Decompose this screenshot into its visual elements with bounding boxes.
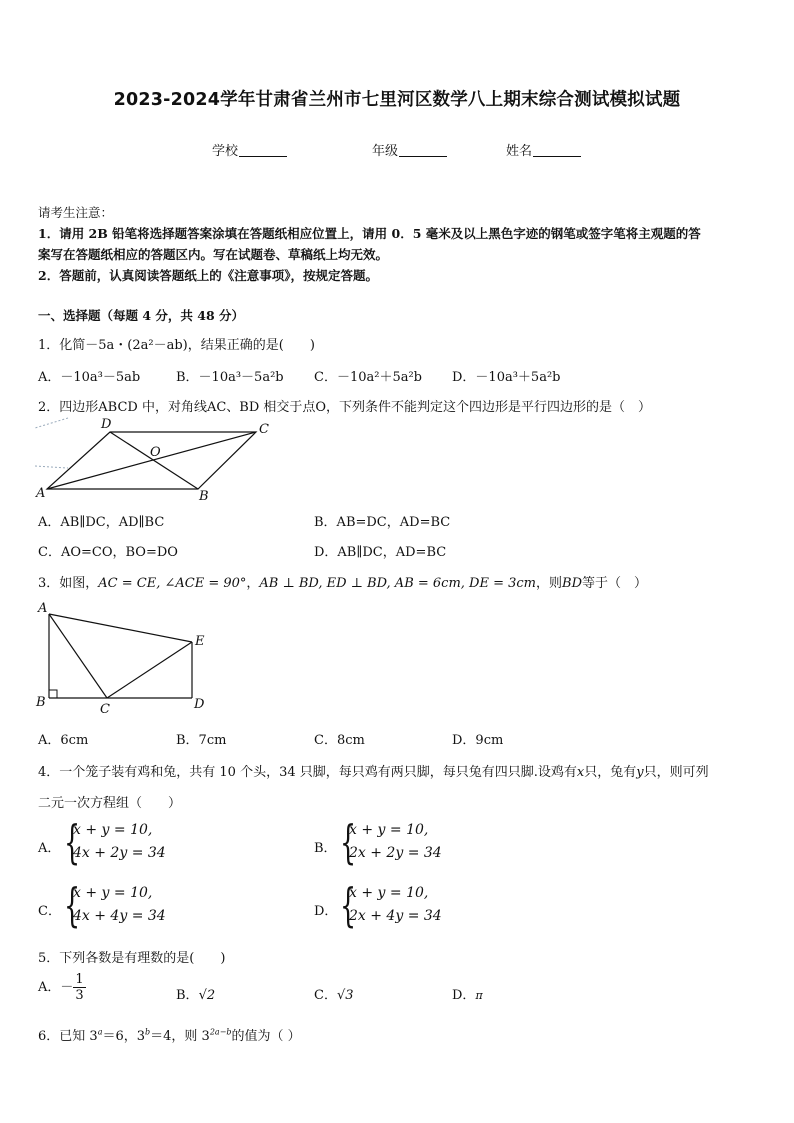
- q6-stem-part: 6．已知 3: [38, 1029, 98, 1044]
- equation: x + y = 10,: [349, 822, 429, 838]
- q3-condition-2: AB ⊥ BD, ED ⊥ BD, AB = 6cm, DE = 3cm: [259, 576, 537, 591]
- q2-option-a: A．AB∥DC，AD∥BC: [38, 515, 165, 530]
- label-c: C: [259, 422, 269, 437]
- note-line: 2．答题前，认真阅读答题纸上的《注意事项》，按规定答题。: [38, 268, 378, 283]
- q4-stem-part: 4．一个笼子装有鸡和兔，共有 10 个头，34 只脚，每只鸡有两只脚，每只兔有四只脚.设鸡有: [38, 765, 577, 780]
- name-field: [506, 140, 581, 159]
- option-value: π: [475, 989, 483, 1002]
- school-field: [212, 140, 287, 159]
- q5-option-b: [176, 984, 215, 1003]
- equation: 4x + 2y = 34: [73, 845, 166, 861]
- q3-stem-part: 3．如图，: [38, 576, 99, 591]
- q1-option-b: B．－10a³－5a²b: [176, 370, 284, 385]
- option-letter: A．: [38, 980, 61, 995]
- q4-option-c-letter: C．: [38, 904, 61, 919]
- label-b: B: [199, 489, 209, 504]
- q3-stem-part: ，: [246, 576, 260, 591]
- q3-target: BD: [562, 576, 583, 591]
- label-b: B: [36, 695, 46, 710]
- q2-option-d: D．AB∥DC，AD=BC: [314, 545, 447, 560]
- name-label: 姓名: [506, 144, 533, 159]
- option-letter: C．: [314, 988, 337, 1003]
- note-line: 1．请用 2B 铅笔将选择题答案涂填在答题纸相应位置上，请用 0．5 毫米及以上黑色字迹的钢笔或签字笔将主观题的答: [38, 226, 701, 241]
- label-a: A: [38, 601, 48, 616]
- q1-option-d: D．－10a³＋5a²b: [452, 370, 561, 385]
- q4-option-b-letter: B．: [314, 841, 337, 856]
- question-4-stem: [38, 761, 709, 780]
- equation: 4x + 4y = 34: [73, 908, 166, 924]
- equation: 2x + 4y = 34: [349, 908, 442, 924]
- question-3-stem: [38, 572, 647, 591]
- q3-option-b: B．7cm: [176, 733, 227, 748]
- notes-heading: 请考生注意：: [38, 205, 114, 220]
- q5-option-d: [452, 984, 483, 1003]
- figure-mark: [35, 418, 68, 428]
- label-d: D: [194, 697, 205, 712]
- school-label: 学校: [212, 144, 239, 159]
- equation: x + y = 10,: [349, 885, 429, 901]
- q4-stem-part: 只，兔有: [584, 765, 637, 780]
- option-letter: D．: [452, 988, 476, 1003]
- school-blank: [239, 144, 287, 157]
- figure-mark: [35, 466, 68, 468]
- label-a: A: [36, 486, 46, 501]
- q4-stem-part: 只，则可列: [643, 765, 709, 780]
- option-letter: B．: [176, 988, 199, 1003]
- q3-option-d: D．9cm: [452, 733, 504, 748]
- label-e: E: [195, 634, 205, 649]
- question-5-stem: 5．下列各数是有理数的是( ): [38, 951, 226, 966]
- fraction: [73, 972, 85, 1003]
- diagonal-bd: [110, 432, 198, 489]
- q3-condition: AC = CE, ∠ACE = 90°: [98, 576, 247, 591]
- q2-option-c: C．AO=CO，BO=DO: [38, 545, 178, 560]
- q6-stem-part: 的值为（ ）: [231, 1029, 301, 1044]
- equation: x + y = 10,: [73, 885, 153, 901]
- right-angle-mark: [49, 690, 57, 698]
- parallelogram-figure: [30, 416, 290, 506]
- label-c: C: [100, 702, 110, 717]
- brace-icon: {: [64, 878, 81, 932]
- equation: 2x + 2y = 34: [349, 845, 442, 861]
- q2-option-b: B．AB=DC，AD=BC: [314, 515, 451, 530]
- label-d: D: [101, 417, 112, 432]
- segment-ac: [49, 614, 107, 698]
- q3-option-c: C．8cm: [314, 733, 365, 748]
- question-6-stem: [38, 1025, 301, 1044]
- q4-option-a-letter: A．: [38, 841, 61, 856]
- exponent: 2a−b: [209, 1027, 232, 1037]
- grade-blank: [399, 144, 447, 157]
- q5-sign: －: [60, 980, 74, 995]
- grade-field: [372, 140, 447, 159]
- q1-option-a: A．－10a³－5ab: [38, 370, 141, 385]
- question-2-stem: 2．四边形ABCD 中，对角线AC、BD 相交于点O，下列条件不能判定这个四边形是平行四边形的是（ ）: [38, 400, 652, 415]
- q4-option-d-letter: D．: [314, 904, 338, 919]
- segment-ce: [107, 642, 192, 698]
- exponent: b: [145, 1027, 151, 1037]
- q5-option-a: [38, 972, 86, 1003]
- page-title: 2023-2024学年甘肃省兰州市七里河区数学八上期末综合测试模拟试题: [113, 90, 681, 110]
- q4-var-y: y: [636, 765, 644, 780]
- q3-stem-part: 等于（ ）: [582, 576, 648, 591]
- q3-option-a: A．6cm: [38, 733, 89, 748]
- name-blank: [533, 144, 581, 157]
- section-heading: 一、选择题（每题 4 分，共 48 分）: [38, 308, 245, 323]
- option-value: √2: [198, 988, 216, 1003]
- q5-option-c: [314, 984, 354, 1003]
- note-line: 案写在答题纸相应的答题区内。写在试题卷、草稿纸上均无效。: [38, 247, 389, 262]
- brace-icon: {: [340, 815, 357, 869]
- brace-icon: {: [64, 815, 81, 869]
- label-o: O: [150, 445, 161, 460]
- exponent: a: [97, 1027, 103, 1037]
- q3-stem-part: ，则: [536, 576, 563, 591]
- grade-label: 年级: [372, 144, 399, 159]
- q4-var-x: x: [576, 765, 585, 780]
- q1-option-c: C．－10a²＋5a²b: [314, 370, 423, 385]
- brace-icon: {: [340, 878, 357, 932]
- fraction-numerator: 1: [75, 972, 84, 987]
- triangle-figure: [30, 598, 220, 718]
- question-4-stem-line2: 二元一次方程组（ ）: [38, 796, 182, 811]
- equation: x + y = 10,: [73, 822, 153, 838]
- fraction-denominator: 3: [75, 988, 84, 1003]
- segment-ae: [49, 614, 192, 642]
- question-1-stem: 1．化简－5a・(2a²－ab)，结果正确的是( ): [38, 338, 315, 353]
- q6-stem-part: ＝6，3: [102, 1029, 146, 1044]
- option-value: √3: [336, 988, 354, 1003]
- q6-stem-part: ＝4，则 3: [150, 1029, 210, 1044]
